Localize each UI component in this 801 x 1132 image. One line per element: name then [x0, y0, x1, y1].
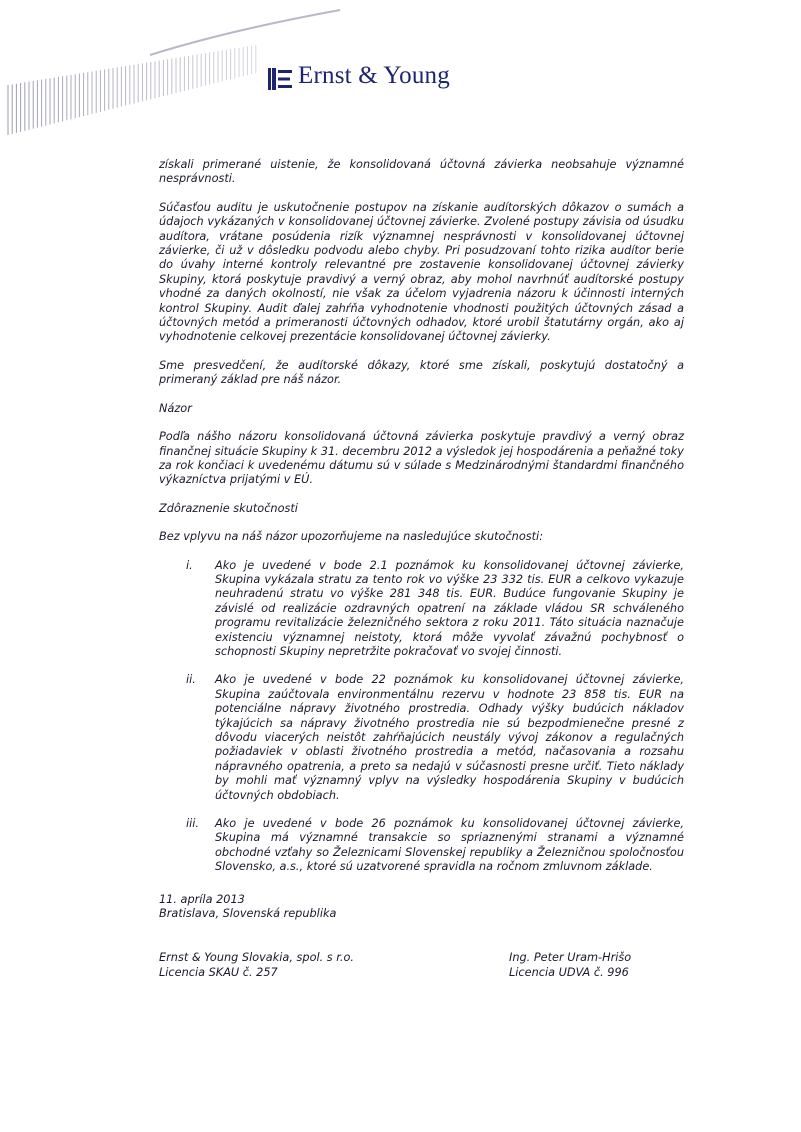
- auditor-person-signature: [509, 951, 631, 980]
- list-item-text: Ako je uvedené v bode 2.1 poznámok ku konsolidovanej účtovnej závierke, Skupina vykázala stratu za tento rok vo výške 23 332 tis. EUR a celkovo vykazuje neuhradenú stratu vo výške 281 348 tis. EUR. Budúce fungovanie Skupiny je závislé od realizácie ozdravných opatrení na základe vládou SR schváleného programu revitalizácie železničného sektora z roku 2011. Táto situácia naznačuje existenciu významnej neistoty, ktorá môže vyvolať závažnú pochybnosť o schopnosti Skupiny nepretržite pokračovať vo svojej činnosti.: [215, 558, 684, 658]
- report-body: [159, 158, 684, 991]
- intro-paragraph: získali primerané uistenie, že konsolidovaná účtovná závierka neobsahuje významné nesprávnosti.: [159, 158, 684, 186]
- emphasis-list: [159, 559, 684, 875]
- auditor-firm-signature: [159, 951, 354, 980]
- emphasis-heading: Zdôraznenie skutočnosti: [159, 501, 298, 515]
- list-item: [159, 559, 684, 660]
- report-place: Bratislava, Slovenská republika: [159, 907, 337, 921]
- list-item: [159, 817, 684, 875]
- audit-scope-paragraph: Súčasťou auditu je uskutočnenie postupov na získanie audítorských dôkazov o sumách a údajoch vykázaných v konsolidovanej účtovnej závierke. Zvolené postupy závisia od úsudku audítora, vrátane posúdenia rizík významnej nesprávnosti v konsolidovanej účtovnej závierke, či už v dôsledku podvodu alebo chyby. Pri posudzovaní tohto rizika audítor berie do úvahy interné kontroly relevantné pre zostavenie konsolidovanej účtovnej závierky Skupiny, ktorá poskytuje pravdivý a verný obraz, aby mohol navrhnúť audítorské postupy vhodné za daných okolností, nie však za účelom vyjadrenia názoru k účinnosti interných kontrol Skupiny. Audit ďalej zahŕňa vyhodnotenie vhodnosti použitých účtovných zásad a účtovných metód a primeranosti účtovných odhadov, ktoré urobil štatutárny orgán, ako aj vyhodnotenie celkovej prezentácie konsolidovanej účtovnej závierky.: [159, 200, 684, 344]
- signature-block: [159, 951, 684, 991]
- evidence-paragraph: Sme presvedčení, že audítorské dôkazy, ktoré sme získali, poskytujú dostatočný a primeraný základ pre náš názor.: [159, 358, 684, 387]
- list-item-text: Ako je uvedené v bode 26 poznámok ku konsolidovanej účtovnej závierke, Skupina má významné transakcie so spriaznenými stranami a významné obchodné vzťahy so Železnicami Slovenskej republiky a Železničnou spoločnosťou Slovensko, a.s., ktoré sú uzatvorené spravidla na ročnom zmluvnom základe.: [215, 817, 684, 874]
- date-place-block: [159, 893, 684, 922]
- auditor-firm-license: Licencia SKAU č. 257: [159, 965, 278, 979]
- letterhead: [0, 0, 801, 140]
- list-item-number: iii.: [186, 817, 200, 831]
- report-date: 11. apríla 2013: [159, 892, 245, 906]
- list-item-number: i.: [186, 558, 193, 572]
- opinion-heading: Názor: [159, 401, 192, 415]
- ey-logo-icon: [268, 66, 294, 92]
- company-logo-text: Ernst & Young: [298, 62, 450, 89]
- auditor-person-license: Licencia UDVA č. 996: [509, 965, 629, 979]
- list-item-text: Ako je uvedené v bode 22 poznámok ku konsolidovanej účtovnej závierke, Skupina zaúčtovala environmentálnu rezervu v hodnote 23 858 tis. EUR na potenciálne nápravy životného prostredia. Odhady výšky budúcich nákladov týkajúcich sa nápravy životného prostredia nie sú bezpodmienečne presné z dôvodu viacerých neistôt zahŕňajúcich neustály vývoj zákonov a regulačných požiadaviek v oblasti životného prostredia a metód, načasovania a rozsahu nápravného opatrenia, a preto sa nedajú v súčasnosti presne určiť. Tieto náklady by mohli mať významný vplyv na výsledky hospodárenia Skupiny v budúcich účtovných obdobiach.: [215, 673, 684, 802]
- opinion-paragraph: Podľa nášho názoru konsolidovaná účtovná závierka poskytuje pravdivý a verný obraz finančnej situácie Skupiny k 31. decembru 2012 a výsledok jej hospodárenia a peňažné toky za rok končiaci k uvedenému dátumu sú v súlade s Medzinárodnými štandardmi finančného výkazníctva prijatými v EÚ.: [159, 430, 684, 487]
- list-item-number: ii.: [186, 673, 196, 687]
- list-item: [159, 673, 684, 803]
- emphasis-intro: Bez vplyvu na náš názor upozorňujeme na nasledujúce skutočnosti:: [159, 530, 543, 544]
- auditor-person-name: Ing. Peter Uram-Hrišo: [509, 951, 632, 965]
- auditor-firm-name: Ernst & Young Slovakia, spol. s r.o.: [159, 951, 354, 965]
